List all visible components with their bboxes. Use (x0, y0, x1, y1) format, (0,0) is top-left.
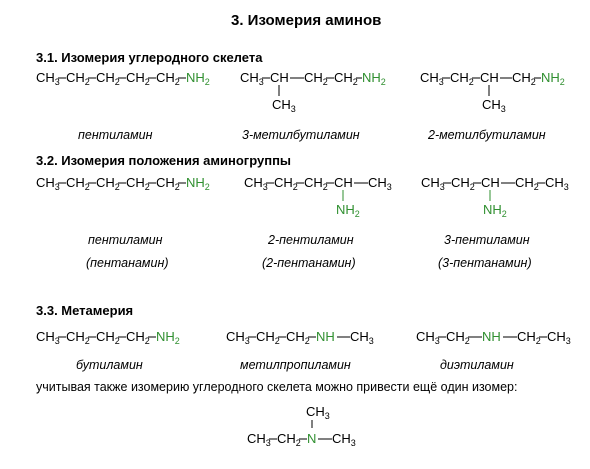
svg-text:CH2: $CH_2$ (126, 70, 150, 87)
svg-text:CH2: $CH_2$ (450, 70, 474, 87)
svg-text:N: N (307, 431, 317, 446)
formula-dimethylethylamine (247, 404, 356, 448)
svg-text:CH3: $CH_3$ (545, 175, 569, 192)
svg-text:CH3: $CH_3$ (420, 70, 444, 87)
svg-text:NH2: $NH_2$ (541, 70, 565, 87)
compound-alt-name: (3-пентанамин) (438, 256, 532, 270)
svg-text:CH2: $CH_2$ (156, 70, 180, 87)
compound-name: диэтиламин (440, 358, 514, 372)
section-heading-position: 3.2. Изомерия положения аминогруппы (36, 153, 292, 168)
svg-text:CH3: $CH_3$ (272, 97, 296, 114)
svg-text:CH2: $CH_2$ (286, 329, 310, 346)
formula-methylpropylamine (226, 329, 374, 346)
svg-text:NH2: $NH_2$ (156, 329, 180, 346)
svg-text:CH2: $CH_2$ (446, 329, 470, 346)
svg-text:NH2: $NH_2$ (362, 70, 386, 87)
compound-name: 2-метилбутиламин (428, 128, 546, 142)
svg-text:CH3: $CH_3$ (226, 329, 250, 346)
svg-text:NH2: $NH_2$ (186, 175, 210, 192)
svg-text:NH: NH (316, 329, 335, 344)
formula-2-methylbutylamine (420, 70, 565, 114)
svg-text:CH2: $CH_2$ (66, 175, 90, 192)
svg-text:CH2: $CH_2$ (512, 70, 536, 87)
svg-text:CH3: $CH_3$ (240, 70, 264, 87)
compound-name: 3-метилбутиламин (242, 128, 360, 142)
svg-text:CH3: $CH_3$ (332, 431, 356, 448)
svg-text:CH3: $CH_3$ (350, 329, 374, 346)
svg-text:CH3: $CH_3$ (247, 431, 271, 448)
svg-text:CH3: $CH_3$ (482, 97, 506, 114)
compound-name: 2-пентиламин (268, 233, 354, 247)
formula-pentylamine-1 (36, 70, 210, 87)
svg-text:CH3: $CH_3$ (36, 175, 60, 192)
svg-text:CH2: $CH_2$ (304, 70, 328, 87)
svg-text:NH2: $NH_2$ (186, 70, 210, 87)
svg-text:CH3: $CH_3$ (368, 175, 392, 192)
svg-text:CH3: $CH_3$ (306, 404, 330, 421)
svg-text:CH2: $CH_2$ (304, 175, 328, 192)
svg-text:CH: CH (480, 70, 499, 85)
compound-alt-name: (2-пентанамин) (262, 256, 356, 270)
compound-name: 3-пентиламин (444, 233, 530, 247)
formula-2-pentylamine (244, 175, 392, 219)
formula-diethylamine (416, 329, 571, 346)
formula-3-pentylamine (421, 175, 569, 219)
svg-text:CH2: $CH_2$ (96, 175, 120, 192)
svg-text:CH2: $CH_2$ (274, 175, 298, 192)
svg-text:NH: NH (482, 329, 501, 344)
compound-name: пентиламин (78, 128, 153, 142)
svg-text:CH3: $CH_3$ (244, 175, 268, 192)
section-heading-metamerism: 3.3. Метамерия (36, 303, 134, 318)
svg-text:NH2: $NH_2$ (336, 202, 360, 219)
svg-text:CH3: $CH_3$ (36, 329, 60, 346)
isomer-note: учитывая также изомерию углеродного скелета можно привести ещё один изомер: (36, 380, 518, 394)
formula-butylamine (36, 329, 180, 346)
svg-text:CH2: $CH_2$ (256, 329, 280, 346)
svg-text:NH2: $NH_2$ (483, 202, 507, 219)
svg-text:CH2: $CH_2$ (96, 329, 120, 346)
svg-text:CH2: $CH_2$ (96, 70, 120, 87)
svg-text:CH2: $CH_2$ (66, 70, 90, 87)
formula-pentylamine-2 (36, 175, 210, 192)
svg-text:CH2: $CH_2$ (334, 70, 358, 87)
svg-text:CH2: $CH_2$ (156, 175, 180, 192)
section-heading-skeleton: 3.1. Изомерия углеродного скелета (36, 50, 263, 65)
svg-text:CH3: $CH_3$ (421, 175, 445, 192)
svg-text:CH: CH (270, 70, 289, 85)
compound-alt-name: (пентанамин) (86, 256, 169, 270)
page-title: 3. Изомерия аминов (231, 12, 382, 29)
svg-text:CH2: $CH_2$ (517, 329, 541, 346)
svg-text:CH2: $CH_2$ (451, 175, 475, 192)
compound-name: бутиламин (76, 358, 143, 372)
svg-text:CH2: $CH_2$ (126, 175, 150, 192)
svg-text:CH2: $CH_2$ (66, 329, 90, 346)
svg-text:CH3: $CH_3$ (416, 329, 440, 346)
svg-text:CH2: $CH_2$ (277, 431, 301, 448)
compound-name: метилпропиламин (240, 358, 351, 372)
svg-text:CH: CH (481, 175, 500, 190)
svg-text:CH2: $CH_2$ (515, 175, 539, 192)
formula-3-methylbutylamine (240, 70, 386, 114)
svg-text:CH3: $CH_3$ (36, 70, 60, 87)
compound-name: пентиламин (88, 233, 163, 247)
svg-text:CH3: $CH_3$ (547, 329, 571, 346)
svg-text:CH: CH (334, 175, 353, 190)
svg-text:CH2: $CH_2$ (126, 329, 150, 346)
